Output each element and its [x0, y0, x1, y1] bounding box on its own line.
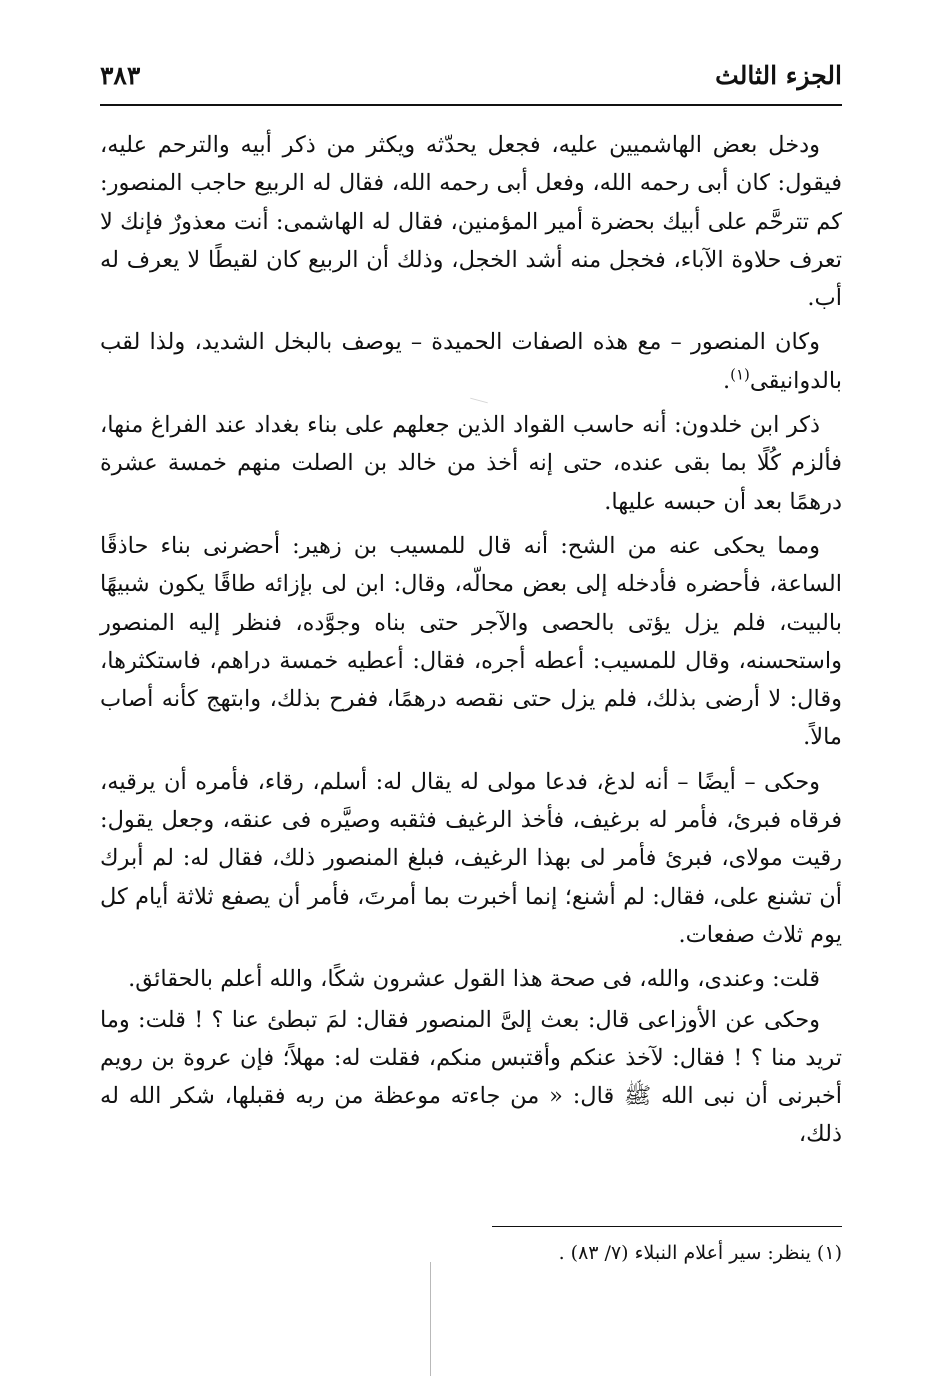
paragraph-text: وكان المنصور – مع هذه الصفات الحميدة – يوصف بالبخل الشديد، ولذا لقب بالدوانيقى: [100, 329, 842, 394]
paragraph: ومما يحكى عنه من الشح: أنه قال للمسيب بن زهير: أحضرنى بناء حاذقًا الساعة، فأحضره فأدخله إلى بعض محالّه، وقال: ابن لى بإزائه طاقًا يكون شبيهًا بالبيت، فلم يزل يؤتى بالحصى والآجر حتى بناه وجوَّده، فنظر إليه المنصور واستحسنه، وقال للمسيب: أعطه أجره، فقال: أعطيه خمسة دراهم، فاستكثرها، وقال: لا أرضى بذلك، فلم يزل حتى نقصه درهمًا، ففرح بذلك، وابتهج كأنه أصاب مالاً.: [100, 532, 842, 751]
footnote-reference[interactable]: (١): [730, 365, 750, 384]
scan-artifact-line: [430, 1262, 431, 1376]
header-divider: [100, 104, 842, 106]
paragraph: [100, 323, 842, 400]
paragraph: وحكى – أيضًا – أنه لدغ، فدعا مولى له يقال له: أسلم، رقاء، فأمره أن يرقيه، فرقاه فبرئ، فأمر له برغيف، فأخذ الرغيف فثقبه وصيَّره فى عنقه، وجعل يقول: رقيت مولاى، فبرئ فأمر لى بهذا الرغيف، فبلغ المنصور ذلك، فقال له: لم أبرك أن تشنع على، فقال: لم أشنع؛ إنما أخبرت بما أمرتَ، فأمر أن يصفع ثلاثة أيام كل يوم ثلاث صفعات.: [100, 768, 842, 948]
footnote: (١) ينظر: سير أعلام النبلاء (٧/ ٨٣) .: [558, 1242, 842, 1264]
page-number: ٣٨٣: [100, 60, 141, 90]
paragraph: وحكى عن الأوزاعى قال: بعث إلىَّ المنصور فقال: لمَ تبطئ عنا ؟ ! قلت: وما تريد منا ؟ ! فقال: لآخذ عنكم وأقتبس منكم، فقلت له: مهلاً؛ فإن عروة بن رويم أخبرنى أن نبى الله ﷺ قال: « من جاءته موعظة من ربه فقبلها، شكر الله له ذلك،: [100, 1006, 842, 1148]
running-header: [100, 52, 842, 98]
paragraph: ذكر ابن خلدون: أنه حاسب القواد الذين جعلهم على بناء بغداد عند الفراغ منها، فألزم كُلًا بما بقى عنده، حتى إنه أخذ من خالد بن الصلت منهم خمسة عشرة درهمًا بعد أن حبسه عليها.: [100, 412, 842, 515]
paragraph: قلت: وعندى، والله، فى صحة هذا القول عشرون شكًا، والله أعلم بالحقائق.: [128, 966, 820, 993]
paragraph-end-punctuation: .: [722, 367, 731, 394]
footnote-divider: [492, 1226, 842, 1227]
main-text: [100, 126, 842, 1160]
section-title: الجزء الثالث: [715, 60, 842, 90]
paragraph: ودخل بعض الهاشميين عليه، فجعل يحدّثه ويكثر من ذكر أبيه والترحم عليه، فيقول: كان أبى رحمه الله، وفعل أبى رحمه الله، فقال له الربيع حاجب المنصور: كم تترحَّم على أبيك بحضرة أمير المؤمنين، فقال له الهاشمى: أنت معذورٌ فإنك لا تعرف حلاوة الآباء، فخجل منه أشد الخجل، وذلك أن الربيع كان لقيطًا لا يعرف له أب.: [100, 132, 842, 312]
